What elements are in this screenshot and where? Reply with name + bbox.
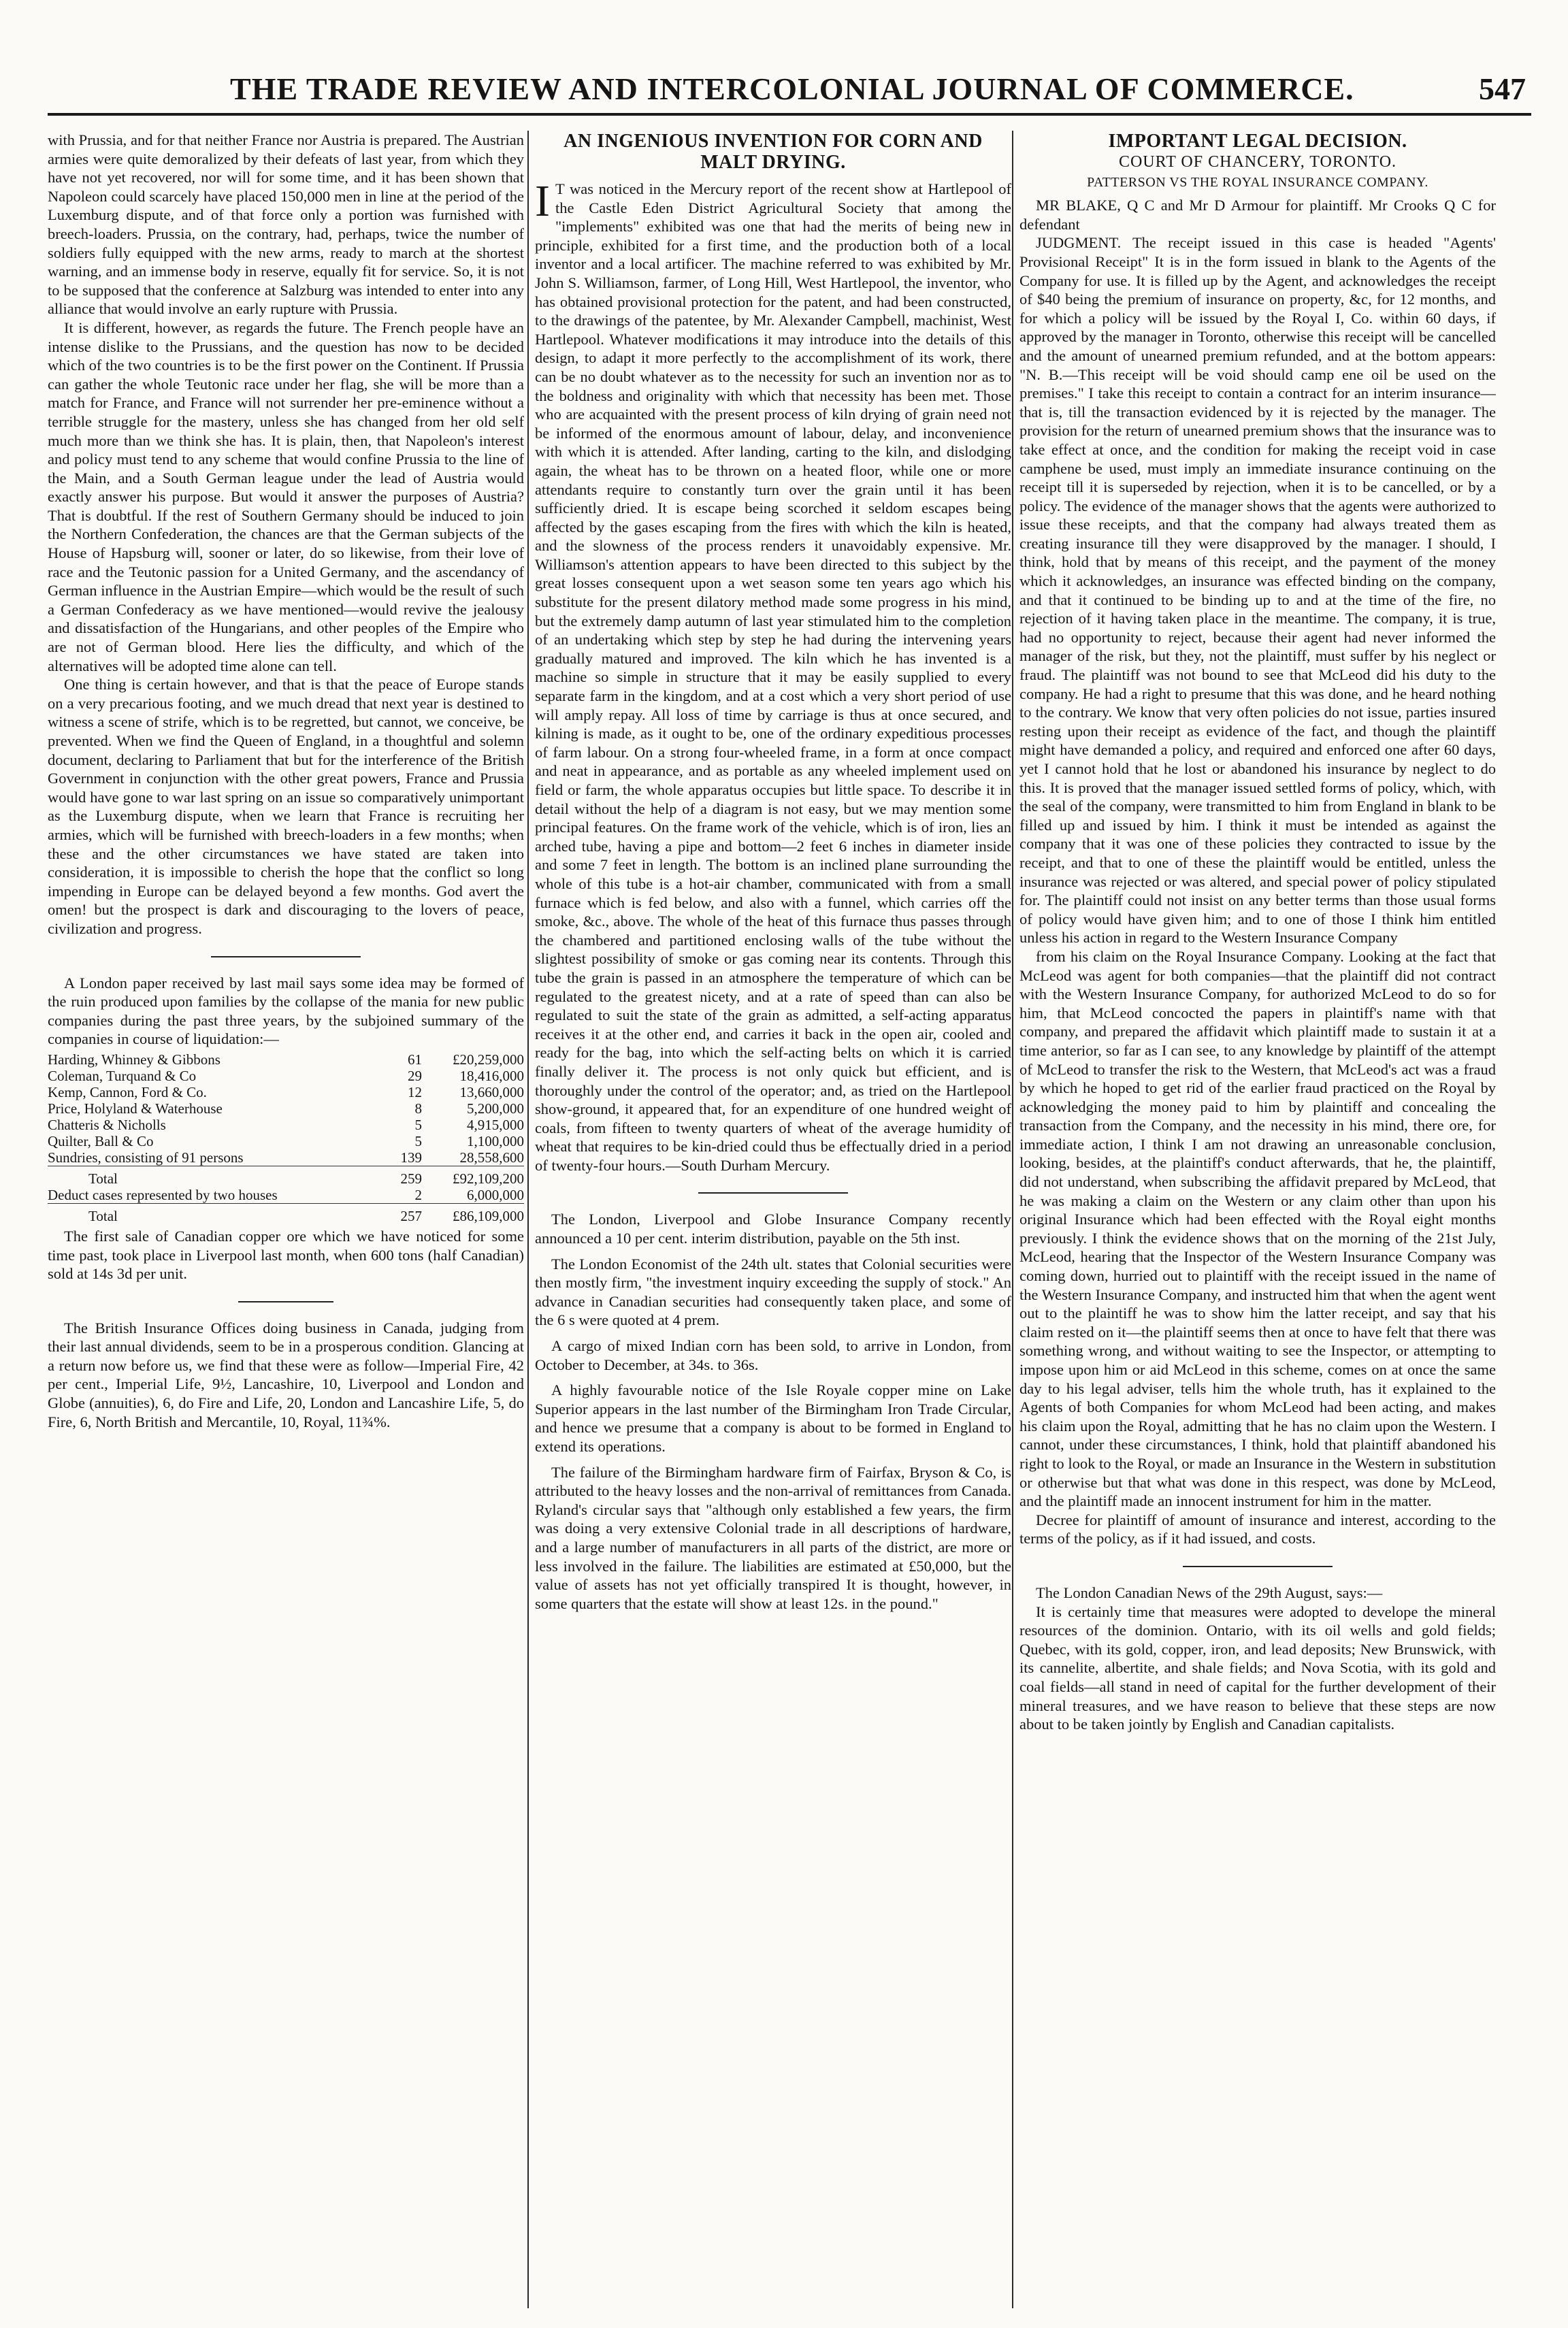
article-paragraph: The failure of the Birmingham hardware firm of Fairfax, Bryson & Co, is attributed to the heavy losses and the non-arrival of remittances from Canada. Ryland's circular says that "although only established a few years, the firm was doing a very extensive Colonial trade in all descriptions of hardware, and a large number of manufacturers in all parts of the district, are more or less involved in the failure. The liabilities are estimated at £50,000, but the value of assets has not yet officially transpired It is thought, however, in some quarters that the estate will show at least 12s. in the pound." [535,1463,1011,1612]
company-case-count: 29 [408,1067,422,1084]
company-row [48,1084,524,1100]
company-row [48,1117,524,1133]
article-paragraph: A highly favourable notice of the Isle Royale copper mine on Lake Superior appears in the last number of the Birmingham Iron Trade Circular, and hence we presume that a company is about to be formed in England to extend its operations. [535,1381,1011,1455]
article-heading: AN INGENIOUS INVENTION FOR CORN AND MALT DRYING. [564,131,983,173]
article-paragraph: The London, Liverpool and Globe Insurance Company recently announced a 10 per cent. interim distribution, payable on the 5th inst. [535,1211,1011,1247]
company-name: Sundries, consisting of 91 persons [48,1149,244,1166]
company-name: Chatteris & Nicholls [48,1116,166,1133]
column-1 [48,131,524,2308]
article-paragraph: A cargo of mixed Indian corn has been sold, to arrive in London, from October to December, at 34s. to 36s. [535,1337,1011,1373]
masthead [48,65,1531,116]
company-name: Harding, Whinney & Gibbons [48,1051,220,1068]
article-heading: IMPORTANT LEGAL DECISION. [1108,131,1407,152]
deduct-row [48,1187,524,1204]
company-amount: 18,416,000 [459,1067,524,1084]
company-amount: 1,100,000 [467,1132,524,1149]
column-rule [1012,131,1013,2308]
final-total-amount: £86,109,000 [422,1203,524,1224]
decree-paragraph: Decree for plaintiff of amount of insurance and interest, according to the terms of the policy, as if it had issued, and costs. [1019,1511,1496,1547]
section-divider [1183,1566,1333,1567]
company-row [48,1100,524,1117]
company-amount: 13,660,000 [459,1083,524,1100]
company-row [48,1149,524,1166]
article-paragraph: One thing is certain however, and that is that the peace of Europe stands on a very precarious footing, and we much dread that next year is destined to witness a scene of strife, which is to be regretted, but cannot, we conceive, be prevented. When we find the Queen of England, in a thoughtful and solemn document, declaring to Parliament that but for the interference of the British Government in conjunction with the other great powers, France and Prussia would have gone to war last spring on an issue so comparatively unimportant as the Luxemburg dispute, when we learn that France is recruiting her armies, which will be furnished with breech-loaders in a few months; when these and the other circumstances we have stated are taken into consideration, it is impossible to cherish the hope that the conflict so long impending in Europe can be delayed beyond a few months. God avert the omen! but the prospect is dark and discouraging to the lovers of peace, civilization and progress. [48,676,524,937]
company-row [48,1051,524,1068]
article-paragraph: The first sale of Canadian copper ore which we have noticed for some time past, took place in Liverpool last month, when 600 tons (half Canadian) sold at 14s 3d per unit. [48,1227,524,1283]
liquidation-intro: A London paper received by last mail says some idea may be formed of the ruin produced upon families by the collapse of the mania for new public companies during the past three years, by the subjoined summary of the companies in course of liquidation:— [48,974,524,1048]
court-name: COURT OF CHANCERY, TORONTO. [1118,153,1397,171]
section-divider [238,1301,333,1302]
deduct-count: 2 [414,1186,422,1203]
company-case-count: 61 [408,1051,422,1068]
journal-title: THE TRADE REVIEW AND INTERCOLONIAL JOURNAL OF COMMERCE. [230,71,1354,106]
counsel-line: MR BLAKE, Q C and Mr D Armour for plaintiff. Mr Crooks Q C for defendant [1019,197,1496,233]
section-divider [698,1192,848,1194]
final-total-count: 257 [374,1203,422,1224]
total-count: 259 [374,1166,422,1187]
drop-cap: I [535,176,550,226]
company-amount: 28,558,600 [459,1149,524,1166]
final-total-row [48,1203,524,1224]
judgment-paragraph: JUDGMENT. The receipt issued in this case is headed "Agents' Provisional Receipt" It is in the form issued in blank to the Agents of the Company for use. It is filled up by the Agent, and acknowledges the receipt of $40 being the premium of insurance on property, &c, for 12 months, and for which a policy will be issued by the Royal I, Co. within 60 days, if approved by the manager in Toronto, otherwise this receipt will be cancelled and the amount of unearned premium refunded, and at the bottom appears: "N. B.—This receipt will be void should camp ene oil be used on the premises." I take this receipt to contain a contract for an interim insurance—that is, till the transaction evidenced by it is rejected by the manager. The provision for the return of unearned premium shows that the insurance was to take effect at once, and the condition for making the receipt void in case camphene be used, must imply an immediate insurance continuing on the receipt till it is superseded by rejection, when it is to be cancelled, or by a policy. The evidence of the manager shows that the agents were authorized to issue these receipts, and that the company had always treated them as creating insurance till they were disapproved by the manager. I should, I think, hold that by means of this receipt, and the payment of the money which it acknowledges, an insurance was effected binding on the company, and that it continued to be binding up to and at the time of the fire, no rejection of it having taken place in the meantime. The company, it is true, had no opportunity to reject, because their agent had never informed the manager of the risk, but they, not the plaintiff, must suffer by his neglect or fraud. The plaintiff was not bound to see that McLeod did his duty to the company. He had a right to presume that this was done, and he heard nothing to the contrary. We know that very often policies do not issue, parties insured resting upon their receipt as evidence of the fact, and though the plaintiff might have demanded a policy, and required and enforced one after 60 days, yet I cannot hold that he lost or abandoned his insurance by neglect to do this. It is proved that the manager issued settled forms of policy, which, with the seal of the company, were transmitted to him from England in blank to be filled up and issued by him. I think it must be intended as against the company that it was one of these policies they contracted to issue by the receipt, and that to one of these the plaintiff would be entitled, unless the insurance was rejected or was altered, and special power of policy stipulated for. The plaintiff could not insist on any better terms than those usual forms of policy would have given him; and to one of those I think him entitled unless his action in regard to the Western Insurance Company [1019,234,1496,947]
page-number: 547 [1479,71,1526,106]
article-paragraph: The British Insurance Offices doing business in Canada, judging from their last annual dividends, seem to be in a prosperous condition. Glancing at a return now before us, we find that these were as follow—Imperial Fire, 42 per cent., Imperial Life, 9½, Lancashire, 10, Liverpool and London and Globe (annuities), 6, do Fire and Life, 20, London and Lancashire Life, 5, do Fire, 6, North British and Mercantile, 10, Royal, 11¾%. [48,1319,524,1430]
company-case-count: 139 [400,1149,422,1166]
article-paragraph: It is different, however, as regards the future. The French people have an intense dislike to the Prussians, and the question has now to be decided which of the two countries is to be the first power on the Continent. If Prussia can gather the whole Teutonic race under her flag, she will be more than a match for France, and France will not surrender her pre-eminence without a terrible struggle for the mastery, unless she has changed from her old self much more than we think she has. It is plain, then, that Napoleon's interest and policy must tend to any scheme that would confine Prussia to the line of the Main, and a South German league under the lead of Austria would exactly answer his purpose. But would it answer the purposes of Austria? That is doubtful. If the rest of Southern Germany should be induced to join the Northern Confederation, the chances are that the German subjects of the House of Hapsburg will, sooner or later, do so likewise, from their love of race and the Teutonic passion for a United Germany, and the ascendancy of German influence in the Austrian Empire—which would be the result of such a German Confederacy as we have mentioned—would revive the jealousy and dissatisfaction of the Hungarians, and other peoples of the Empire who are not of German blood. Here lies the difficulty, and which of the alternatives will be adopted time alone can tell. [48,318,524,674]
company-case-count: 12 [408,1083,422,1100]
article-body: T was noticed in the Mercury report of the recent show at Hartlepool of the Castle Eden District Agricultural Society that among the "implements" exhibited was one that had the merits of being new in principle, exhibited for a first time, and the production both of a local inventor and a local artificer. The machine referred to was exhibited by Mr. John S. Williamson, farmer, of Long Hill, West Hartlepool, the inventor, who has obtained provisional protection for the patent, and had been constructed, to the drawings of the patentee, by Mr. Alexander Campbell, machinist, West Hartlepool. Whatever modifications it may introduce into the details of this design, to adapt it more perfectly to the accomplishment of its work, there can be no doubt whatever as to the necessity for such an invention nor as to the boldness and originality with which that necessity has been met. Those who are acquainted with the present process of kiln drying of grain need not be informed of the enormous amount of labour, delay, and inconvenience with which it is attended. After landing, carting to the kiln, and dislodging again, the wheat has to be thrown on a heated floor, while one or more attendants require to constantly turn over the grain until it has been sufficiently dried. It is escape being scorched it seldom escapes being affected by the gases escaping from the fires with which the kiln is heated, and the slowness of the process renders it unavoidably expensive. Mr. Williamson's attention appears to have been directed to this subject by the great losses consequent upon a wet season some ten years ago which his substitute for the present dilatory method made some progress in his mind, but the extremely damp autumn of last year stimulated him to the completion of an undertaking which step by step he had during the intervening years gradually matured and improved. The kiln which he has invented is a machine so simple in structure that it may be easily supplied to every separate farm in the kingdom, and at a cost which a very short period of use will amply repay. All loss of time by carriage is thus at once secured, and kilning is made, as it ought to be, one of the ordinary expeditious processes of farm labour. On a strong four-wheeled frame, in a form at once compact and neat in appearance, and as portable as any wheeled implement used on field or farm, the whole apparatus occupies but little space. To describe it in detail without the help of a diagram is not easy, but we may mention some principal features. On the frame work of the vehicle, which is of iron, lies an arched tube, having a pipe and bottom—2 feet 6 inches in diameter inside and some 7 feet in length. The bottom is an inclined plane surrounding the whole of this tube is a hot-air chamber, communicated with from a small furnace which is fed below, and also with a funnel, which carries off the smoke, &c., above. The whole of the heat of this furnace thus passes through the chambered and partitioned enclosing walls of the tube without the slightest possibility of smoke or gas coming near its contents. Through this tube the grain is passed in an atmosphere the temperature of which can be regulated to the greatest nicety, and at a rate of speed than can also be regulated to suit the state of the grain as admitted, a self-acting apparatus receives it at the other end, and carries it back in the open air, cooled and ready for the bag, into which the self-acting belts on which it is carried finally deliver it. The process is not only quick but efficient, and is thoroughly under the control of the operator; and, as tried on the Hartlepool show-ground, it appeared that, for an expenditure of one hundred weight of coals, from fifteen to twenty quarters of wheat of the average humidity of wheat that requires to be kin-dried could thus be effectually dried in a period of twenty-four hours.—South Durham Mercury. [535,180,1011,1174]
total-label: Total [48,1166,374,1187]
final-total-label: Total [48,1203,374,1224]
company-amount: 5,200,000 [467,1100,524,1117]
column-3 [1019,131,1496,2308]
article-paragraph: The London Canadian News of the 29th August, says:— [1036,1584,1383,1601]
company-case-count: 5 [414,1132,422,1149]
company-row [48,1068,524,1084]
company-name: Quilter, Ball & Co [48,1132,154,1149]
deduct-label: Deduct cases represented by two houses [48,1186,278,1203]
liquidation-table [48,1051,524,1224]
company-name: Kemp, Cannon, Ford & Co. [48,1083,207,1100]
judgment-paragraph: from his claim on the Royal Insurance Company. Looking at the fact that McLeod was agent for both companies—that the plaintiff did not contract with the Western Insurance Company, for authorized McLeod to do so for him, that McLeod concocted the papers in plaintiff's name with that company, and prepared the affidavit which plaintiff made to sustain it at a time anterior, so far as I can see, to any knowledge by plaintiff of the attempt of McLeod to transfer the risk to the Western, that McLeod's act was a fraud by which he hoped to get rid of the earlier fraud practiced on the Royal by acknowledging the money paid to him by plaintiff and concealing the transaction from the Company, and the necessity in his mind, there ore, for immediate action, I think I am not drawing an unreasonable conclusion, looking, besides, at the plaintiff's conduct afterwards, that he, the plaintiff, did not understand, when subscribing the affidavit prepared by McLeod, that he was making a claim on the Western or any claim other than upon his original Insurance which had been effected with the Royal eight months previously. I think the evidence shows that on the morning of the 21st July, McLeod, hearing that the Inspector of the Western Insurance Company was coming down, hurried out to plaintiff with the receipt issued in the name of the Western Insurance Company, and instructed him that when the agent went out to the plaintiff he was to show him the latter receipt, and say that his claim rested on it—the plaintiff seems then at once to have felt that there was something wrong, and without waiting to see the Inspector, or attempting to impose upon him or aid McLeod in this scheme, comes on at once the same day to his legal adviser, tells him the whole truth, has it explained to the Agents of both Companies for whom McLeod had been acting, and makes his claim upon the Royal, admitting that he has no claim upon the Western. I cannot, under these circumstances, I think, hold that plaintiff abandoned his right to look to the Royal, or made an Insurance in the Western in substitution or otherwise but that what was done in this respect, was done by McLeod, and the plaintiff made an innocent instrument for him in the matter. [1019,947,1496,1510]
total-amount: £92,109,200 [422,1166,524,1187]
company-name: Coleman, Turquand & Co [48,1067,197,1084]
company-amount: £20,259,000 [453,1051,524,1068]
case-name: PATTERSON VS THE ROYAL INSURANCE COMPANY. [1087,174,1428,190]
company-case-count: 5 [414,1116,422,1133]
article-paragraph: The London Economist of the 24th ult. states that Colonial securities were then mostly firm, "the investment inquiry exceeding the supply of stock." An advance in Canadian securities had consequently taken place, and some of the 6 s were quoted at 4 prem. [535,1255,1011,1329]
section-divider [211,956,361,957]
article-paragraph: with Prussia, and for that neither France nor Austria is prepared. The Austrian armies were quite demoralized by their defeats of last year, from which they have not yet recovered, nor will for some time, and it has been shown that Napoleon could scarcely have placed 150,000 men in line at the period of the Luxemburg dispute, and of that force only a portion was furnished with breech-loaders. Prussia, on the contrary, had, perhaps, twice the number of soldiers fully equipped with the new arms, ready to march at the shortest warning, and an immense body in reserve, equally fit for service. So, it is not to be supposed that the conference at Salzburg was intended to enter into any alliance that would involve an early rupture with Prussia. [48,131,524,318]
company-name: Price, Holyland & Waterhouse [48,1100,223,1117]
article-paragraph: It is certainly time that measures were adopted to develope the mineral resources of the dominion. Ontario, with its oil wells and gold fields; Quebec, with its gold, copper, iron, and lead deposits; New Brunswick, with its cannelite, albertite, and shale fields; and Nova Scotia, with its gold and coal fields—all stand in need of capital for the further development of their mineral treasures, and we have reason to believe that these steps are now about to be taken jointly by English and Canadian capitalists. [1019,1603,1496,1733]
company-amount: 4,915,000 [467,1116,524,1133]
column-rule [527,131,529,2308]
company-case-count: 8 [414,1100,422,1117]
column-2 [535,131,1011,2308]
deduct-amount: 6,000,000 [467,1186,524,1203]
total-row [48,1166,524,1187]
company-row [48,1133,524,1149]
article-paragraph [535,176,1011,1175]
